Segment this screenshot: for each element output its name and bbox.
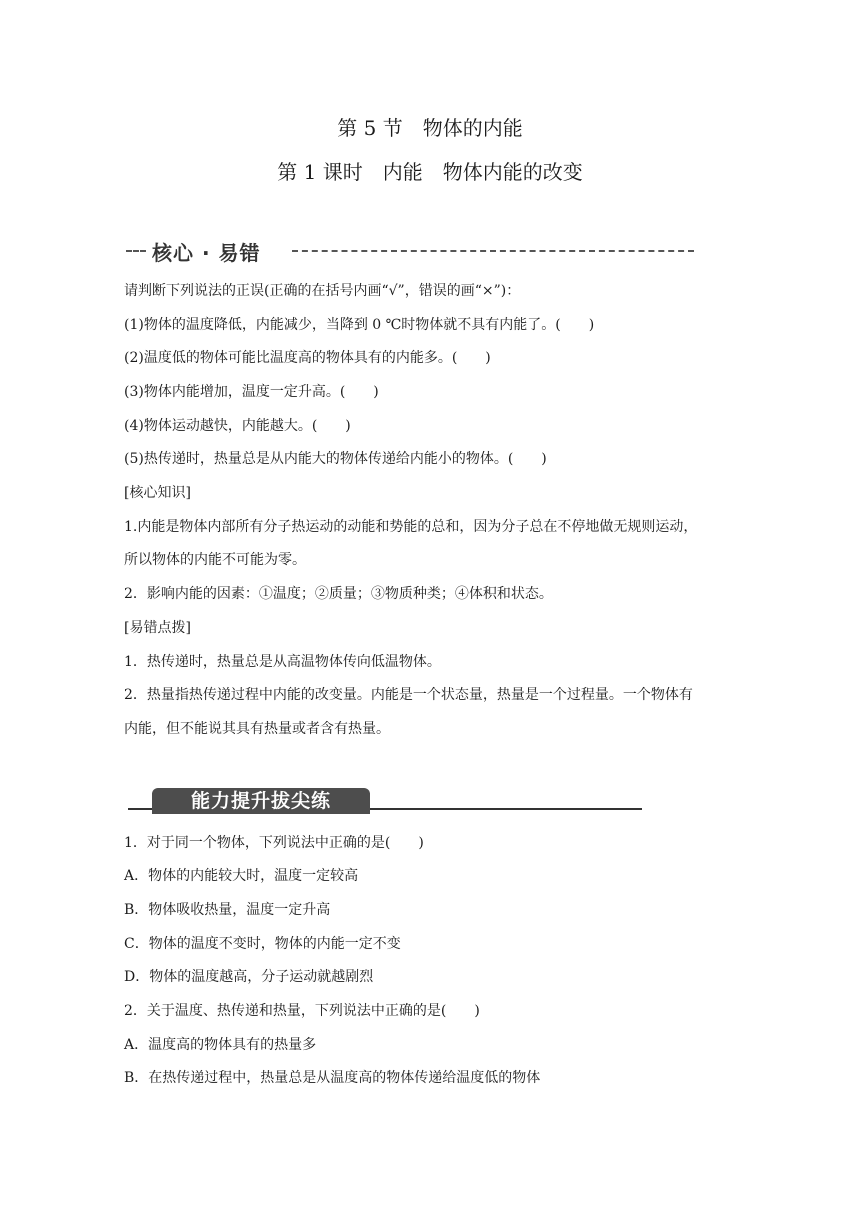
lesson-subtitle: 第 1 课时 内能 物体内能的改变 [277, 160, 583, 184]
option-line: A．物体的内能较大时，温度一定较高 [124, 868, 359, 884]
practice-section-header [128, 788, 642, 816]
question-line: 1．对于同一个物体，下列说法中正确的是( ) [124, 835, 424, 851]
core-section-label: 核心 · 易错 [152, 241, 261, 265]
knowledge-line: 2．影响内能的因素：①温度；②质量；③物质种类；④体积和状态。 [124, 586, 553, 602]
practice-section-label: 能力提升拔尖练 [190, 790, 331, 812]
judgment-item: (3)物体内能增加，温度一定升高。( ) [124, 384, 379, 400]
option-line: D．物体的温度越高，分子运动就越剧烈 [124, 969, 374, 985]
divider-dashed-left [126, 250, 146, 252]
question-line: 2．关于温度、热传递和热量，下列说法中正确的是( ) [124, 1003, 480, 1019]
option-line: B．物体吸收热量，温度一定升高 [124, 902, 331, 918]
judgment-item: (5)热传递时，热量总是从内能大的物体传递给内能小的物体。( ) [124, 451, 547, 467]
judgment-item: (1)物体的温度降低，内能减少，当降到 0 ℃时物体就不具有内能了。( ) [124, 317, 595, 333]
instruction-text: 请判断下列说法的正误(正确的在括号内画“√”，错误的画“×”)： [124, 283, 521, 299]
option-line: A．温度高的物体具有的热量多 [124, 1037, 317, 1053]
tip-line: 2．热量指热传递过程中内能的改变量。内能是一个状态量，热量是一个过程量。一个物体有 [124, 687, 693, 703]
tip-line: 1．热传递时，热量总是从高温物体传向低温物体。 [124, 654, 441, 670]
tip-line: 内能，但不能说其具有热量或者含有热量。 [124, 721, 390, 737]
page-title: 第 5 节 物体的内能 [337, 116, 523, 140]
knowledge-heading: [核心知识] [124, 485, 191, 501]
knowledge-line: 1.内能是物体内部所有分子热运动的动能和势能的总和，因为分子总在不停地做无规则运动， [124, 519, 698, 535]
judgment-item: (2)温度低的物体可能比温度高的物体具有的内能多。( ) [124, 350, 491, 366]
knowledge-line: 所以物体的内能不可能为零。 [124, 552, 306, 568]
divider-dashed-right [292, 250, 694, 252]
core-section-header [124, 238, 694, 264]
practice-section-badge [152, 788, 370, 814]
tips-heading: [易错点拨] [124, 620, 191, 636]
option-line: B．在热传递过程中，热量总是从温度高的物体传递给温度低的物体 [124, 1070, 541, 1086]
judgment-item: (4)物体运动越快，内能越大。( ) [124, 418, 351, 434]
option-line: C．物体的温度不变时，物体的内能一定不变 [124, 936, 401, 952]
